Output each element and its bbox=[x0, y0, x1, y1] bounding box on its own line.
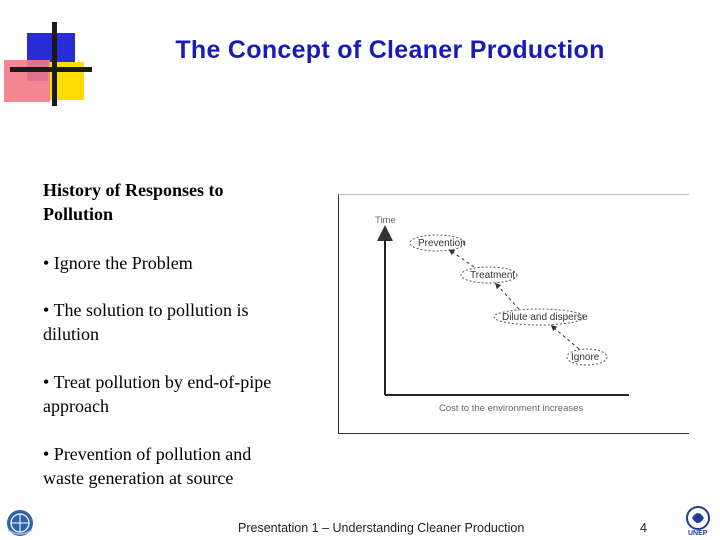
bullet-item bbox=[43, 370, 303, 418]
y-axis-label: Time bbox=[375, 215, 396, 226]
node-prevention-label: Prevention bbox=[418, 238, 466, 249]
node-ignore-label: Ignore bbox=[571, 352, 600, 363]
node-treatment bbox=[461, 267, 517, 283]
responses-diagram bbox=[338, 194, 689, 434]
page-number: 4 bbox=[640, 521, 647, 535]
decor-vertical-line bbox=[52, 22, 57, 106]
node-treatment-label: Treatment bbox=[470, 270, 516, 281]
bullet-text: • Treat pollution by end-of-pipe approach bbox=[43, 372, 272, 416]
unep-label: UNEP bbox=[688, 530, 708, 537]
unep-logo-icon bbox=[684, 506, 712, 532]
bullet-item bbox=[43, 442, 288, 490]
bullet-text: • The solution to pollution is dilution bbox=[43, 300, 249, 344]
unido-logo-icon bbox=[5, 508, 35, 538]
slide-title: The Concept of Cleaner Production bbox=[175, 36, 605, 64]
arrow-icon bbox=[497, 285, 519, 309]
x-axis-label: Cost to the environment increases bbox=[439, 403, 584, 414]
node-dilute-and-disperse bbox=[494, 309, 588, 325]
bullet-text: • Prevention of pollution and waste generation at source bbox=[43, 444, 252, 488]
diagram-canvas bbox=[339, 195, 689, 433]
arrow-icon bbox=[553, 327, 579, 349]
section-heading bbox=[43, 178, 258, 226]
heading-text: History of Responses to Pollution bbox=[43, 180, 224, 224]
bullet-item bbox=[43, 251, 303, 275]
arrow-icon bbox=[451, 251, 474, 267]
decor-horizontal-line bbox=[10, 67, 92, 72]
bullet-text: • Ignore the Problem bbox=[43, 253, 193, 273]
footer-text: Presentation 1 – Understanding Cleaner Production bbox=[238, 521, 525, 535]
node-prevention bbox=[410, 235, 466, 251]
node-ignore bbox=[567, 349, 607, 365]
bullet-item bbox=[43, 298, 283, 346]
node-dilute-label: Dilute and disperse bbox=[502, 312, 588, 323]
